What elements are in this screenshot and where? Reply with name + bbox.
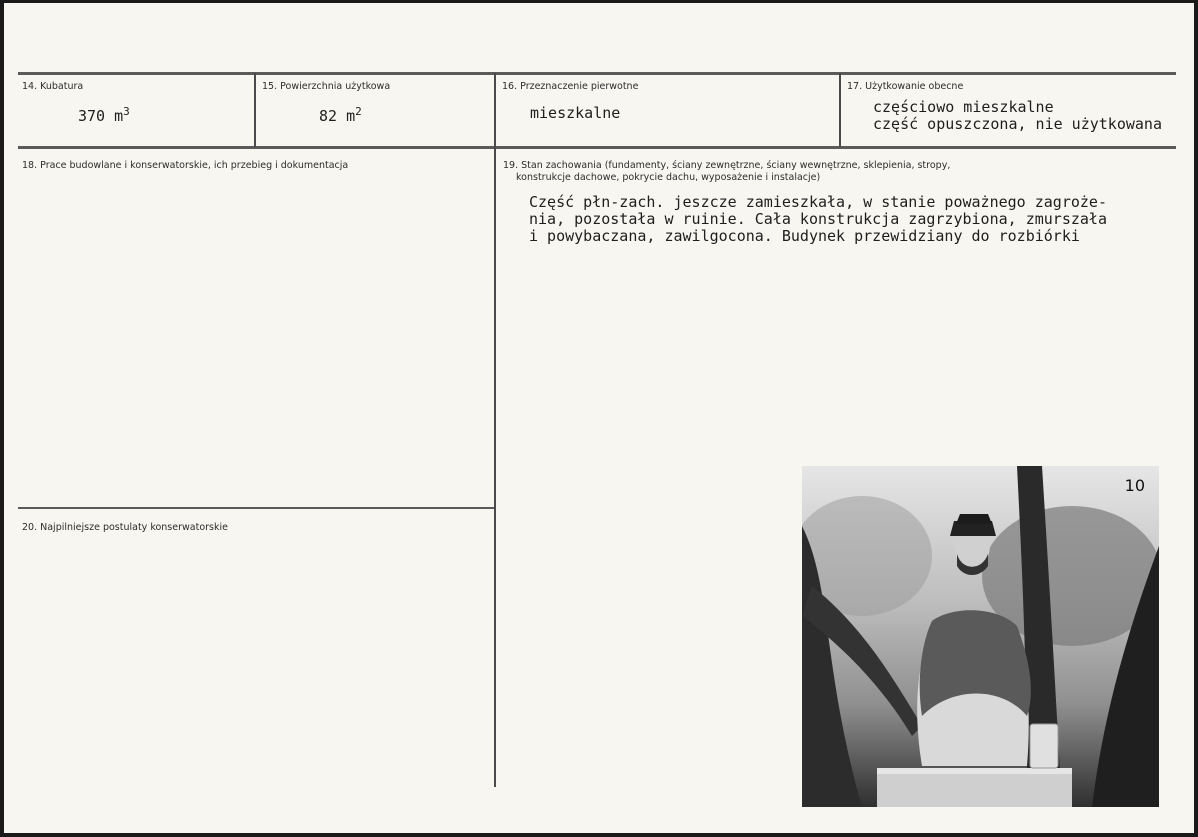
- divider-15-16: [494, 73, 496, 787]
- field-19-label-line-2: konstrukcje dachowe, pokrycie dachu, wyposażenie i instalacje): [516, 172, 821, 183]
- field-15-value: [319, 104, 362, 124]
- statue-photo: [802, 466, 1159, 807]
- field-15-number: 82 m: [319, 107, 356, 125]
- field-14-label: 14. Kubatura: [22, 81, 84, 92]
- row1-bottom-rule: [18, 146, 1176, 149]
- field-14-value: [78, 104, 130, 124]
- field-16-value: mieszkalne: [530, 104, 621, 122]
- field-19-value-line-1: Część płn-zach. jeszcze zamieszkała, w stanie poważnego zagroże-: [529, 193, 1107, 211]
- divider-14-15: [254, 73, 256, 147]
- section18-bottom-rule: [18, 507, 494, 509]
- statue-photo-illustration: [802, 466, 1159, 807]
- field-16-label: 16. Przeznaczenie pierwotne: [502, 81, 639, 92]
- field-17-label: 17. Użytkowanie obecne: [847, 81, 964, 92]
- top-rule: [18, 72, 1176, 75]
- field-19-label-line-1: 19. Stan zachowania (fundamenty, ściany zewnętrzne, ściany wewnętrzne, sklepienia, stropy,: [503, 160, 951, 171]
- field-15-label: 15. Powierzchnia użytkowa: [262, 81, 391, 92]
- field-17-value-line-1: częściowo mieszkalne: [873, 98, 1054, 116]
- field-14-number: 370 m: [78, 107, 124, 125]
- divider-16-17: [839, 73, 841, 147]
- field-14-unit-sup: 3: [123, 105, 130, 118]
- field-17-value-line-2: część opuszczona, nie użytkowana: [873, 115, 1162, 133]
- field-19-value-line-3: i powybaczana, zawilgocona. Budynek przewidziany do rozbiórki: [529, 227, 1080, 245]
- inventory-card: [4, 3, 1194, 833]
- field-18-label: 18. Prace budowlane i konserwatorskie, ich przebieg i dokumentacja: [22, 160, 349, 171]
- field-19-value-line-2: nia, pozostała w ruinie. Cała konstrukcja zagrzybiona, zmurszała: [529, 210, 1107, 228]
- photo-number: 10: [1124, 476, 1145, 495]
- field-15-unit-sup: 2: [355, 105, 362, 118]
- field-20-label: 20. Najpilniejsze postulaty konserwatorskie: [22, 522, 228, 533]
